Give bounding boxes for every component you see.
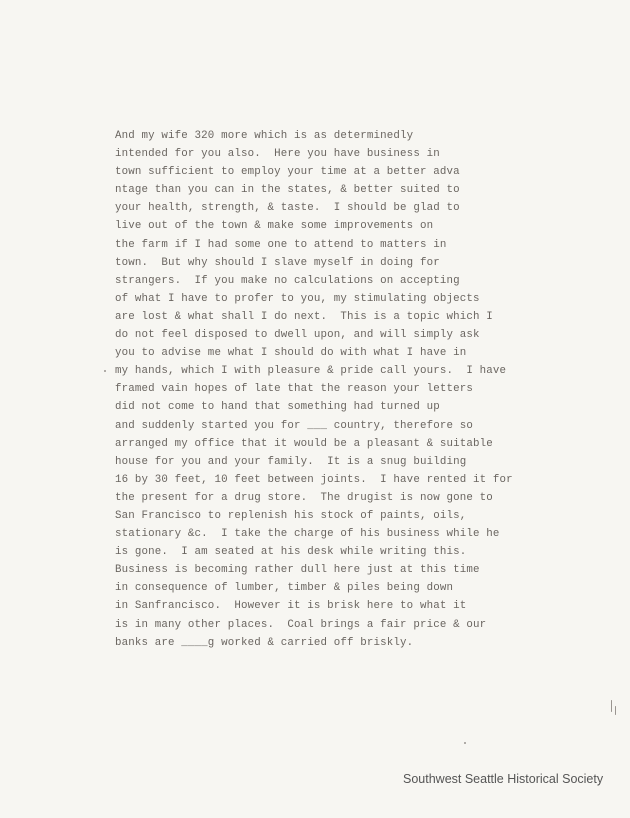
- paper-speck: [464, 742, 466, 744]
- text-line: strangers. If you make no calculations on accepting: [115, 274, 460, 287]
- text-line: and suddenly started you for ___ country, therefore so: [115, 419, 473, 432]
- text-line: the present for a drug store. The drugist is now gone to: [115, 491, 493, 504]
- text-line: did not come to hand that something had turned up: [115, 401, 440, 414]
- text-line: your health, strength, & taste. I should be glad to: [115, 202, 460, 215]
- paper-speck: [615, 706, 616, 715]
- text-line: And my wife 320 more which is as determinedly: [115, 130, 414, 142]
- text-line: 16 by 30 feet, 10 feet between joints. I have rented it for: [115, 473, 513, 486]
- text-line: Business is becoming rather dull here just at this time: [115, 564, 480, 577]
- text-line: ntage than you can in the states, & better suited to: [115, 184, 460, 197]
- text-line: my hands, which I with pleasure & pride call yours. I have: [115, 365, 507, 378]
- watermark-text: Southwest Seattle Historical Society: [403, 772, 604, 786]
- text-line: house for you and your family. It is a snug building: [115, 455, 467, 468]
- text-line: San Francisco to replenish his stock of paints, oils,: [115, 509, 467, 522]
- text-line: do not feel disposed to dwell upon, and will simply ask: [115, 329, 480, 342]
- text-line: of what I have to profer to you, my stimulating objects: [115, 292, 480, 305]
- text-line: is in many other places. Coal brings a fair price & our: [115, 618, 487, 631]
- text-line: town sufficient to employ your time at a better adva: [115, 166, 460, 179]
- paper-speck: [104, 370, 106, 372]
- text-line: in consequence of lumber, timber & piles being down: [115, 582, 454, 595]
- text-line: you to advise me what I should do with what I have in: [115, 347, 467, 360]
- text-line: town. But why should I slave myself in doing for: [115, 256, 440, 269]
- text-line: stationary &c. I take the charge of his business while he: [115, 528, 500, 541]
- text-line: banks are ____g worked & carried off briskly.: [115, 636, 414, 649]
- text-line: arranged my office that it would be a pleasant & suitable: [115, 437, 493, 450]
- text-line: are lost & what shall I do next. This is a topic which I: [115, 310, 493, 323]
- text-line: the farm if I had some one to attend to matters in: [115, 238, 447, 251]
- paper-speck: [611, 700, 612, 712]
- text-line: is gone. I am seated at his desk while writing this.: [115, 546, 467, 559]
- typed-letter-body: [115, 127, 595, 652]
- text-line: intended for you also. Here you have business in: [115, 148, 440, 161]
- text-line: framed vain hopes of late that the reason your letters: [115, 383, 473, 396]
- text-line: live out of the town & make some improvements on: [115, 220, 434, 233]
- text-line: in Sanfrancisco. However it is brisk here to what it: [115, 600, 467, 613]
